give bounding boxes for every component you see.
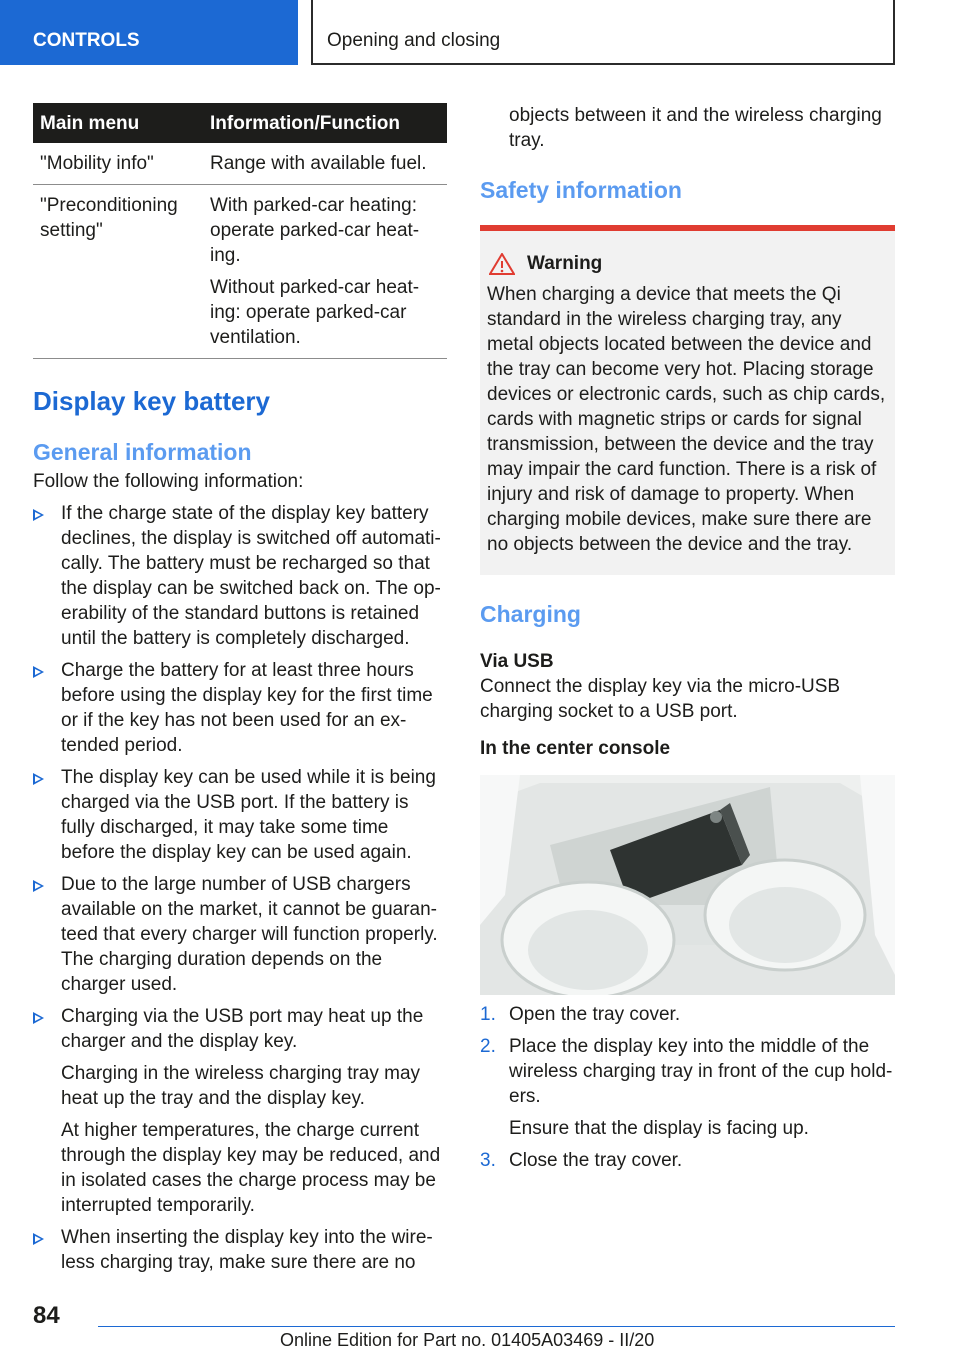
- section-title-battery: Display key battery: [33, 386, 271, 416]
- list-item-text: Due to the large number of USB chargers available on the market, it cannot be guaran-teed that every charger will function properly. The charging duration depends on the charger used.: [61, 874, 438, 995]
- list-item-text: The display key can be used while it is being charged via the USB port. If the battery is fully discharged, it may take some time before the display key can be used again.: [61, 767, 436, 863]
- list-item-text: Charging in the wireless charging tray may heat up the tray and the display key.: [61, 1063, 421, 1109]
- triangle-bullet-icon: [33, 666, 44, 678]
- table-cell-info: [203, 185, 447, 359]
- warning-box: [480, 225, 895, 575]
- table-cell-menu: "Mobility info": [33, 143, 203, 185]
- left-column: [33, 103, 447, 1275]
- usb-heading: Via USB: [480, 651, 554, 672]
- table-cell-paragraph: With parked-car heating: operate parked-car heat-ing.: [210, 195, 420, 266]
- warning-label: Warning: [527, 253, 603, 274]
- table-cell-info: [203, 143, 447, 185]
- list-item: [33, 501, 447, 651]
- warning-triangle-icon: [489, 253, 515, 275]
- list-item-text: If the charge state of the display key battery declines, the display is switched off automati-cally. The battery must be recharged so that the display can be switched back on. The op-erability of the standard buttons is retained until the battery is completely discharged.: [61, 503, 441, 649]
- step-text: Open the tray cover.: [509, 1004, 681, 1025]
- table-header-info: Information/Function: [203, 103, 447, 143]
- list-item: [33, 658, 447, 758]
- list-item: [480, 1002, 895, 1027]
- triangle-bullet-icon: [33, 1233, 44, 1245]
- topic-label: Opening and closing: [327, 30, 501, 51]
- list-item: [33, 872, 447, 997]
- list-item: [480, 1034, 895, 1141]
- menu-table: [33, 103, 447, 359]
- footer-divider: [98, 1326, 895, 1327]
- list-item: [480, 1148, 895, 1173]
- warning-header: [487, 251, 888, 276]
- list-item: [33, 1225, 447, 1275]
- usb-text: Connect the display key via the micro-USB charging socket to a USB port.: [480, 676, 841, 722]
- step-text: Close the tray cover.: [509, 1150, 683, 1171]
- list-item-text: Charging via the USB port may heat up the charger and the display key.: [61, 1006, 424, 1052]
- section-title-charging: Charging: [480, 601, 581, 627]
- chapter-label: CONTROLS: [33, 30, 140, 51]
- warning-text: When charging a device that meets the Qi standard in the wireless charging tray, any metal objects located between the device and the tray can become very hot. Placing storage devices or electronic cards, such as chip cards, cards with magnetic strips or cards for signal transmission, between the device and the tray may impair the card function. There is a risk of injury and risk of damage to property. When charging mobile devices, make sure there are no objects between the device and the tray.: [487, 284, 886, 555]
- triangle-bullet-icon: [33, 509, 44, 521]
- table-row: [33, 143, 447, 185]
- intro-text: Follow the following information:: [33, 471, 304, 492]
- center-console-image: [480, 775, 895, 995]
- triangle-bullet-icon: [33, 880, 44, 892]
- page-number: 84: [33, 1302, 60, 1329]
- list-item: [33, 1004, 447, 1218]
- step-number: 1.: [480, 1004, 496, 1025]
- triangle-bullet-icon: [33, 1012, 44, 1024]
- list-item: [33, 765, 447, 865]
- chapter-tab: [0, 0, 298, 65]
- step-number: 3.: [480, 1150, 496, 1171]
- topic-tab: [311, 0, 895, 65]
- step-text: Ensure that the display is facing up.: [509, 1118, 809, 1139]
- battery-bullet-list: [33, 501, 447, 1275]
- list-item-text: At higher temperatures, the charge current through the display key may be reduced, and in isolated cases the charge process may be interrupted temporarily.: [61, 1120, 441, 1216]
- step-text: Place the display key into the middle of the wireless charging tray in front of the cup hold-ers.: [509, 1036, 893, 1107]
- list-item-text: Charge the battery for at least three hours before using the display key for the first time or if the key has not been used for an ex-tended period.: [61, 660, 433, 756]
- subsection-title-general: General information: [33, 439, 252, 465]
- table-row: [33, 185, 447, 359]
- table-cell-paragraph: Without parked-car heat-ing: operate parked-car ventilation.: [210, 277, 420, 348]
- triangle-bullet-icon: [33, 773, 44, 785]
- section-title-safety: Safety information: [480, 177, 682, 203]
- continuation-text: objects between it and the wireless charging tray.: [509, 105, 882, 151]
- list-item-text: When inserting the display key into the wire-less charging tray, make sure there are no: [61, 1227, 433, 1273]
- table-header-menu: Main menu: [33, 103, 203, 143]
- table-cell-paragraph: Range with available fuel.: [210, 153, 427, 174]
- right-column: [480, 103, 895, 1173]
- step-number: 2.: [480, 1036, 496, 1057]
- table-cell-menu: "Preconditioning setting": [33, 185, 203, 359]
- console-heading: In the center console: [480, 738, 671, 759]
- steps-list: [480, 1002, 895, 1173]
- table-header-row: [33, 103, 447, 143]
- footer-edition: Online Edition for Part no. 01405A03469 - II/20: [280, 1330, 655, 1350]
